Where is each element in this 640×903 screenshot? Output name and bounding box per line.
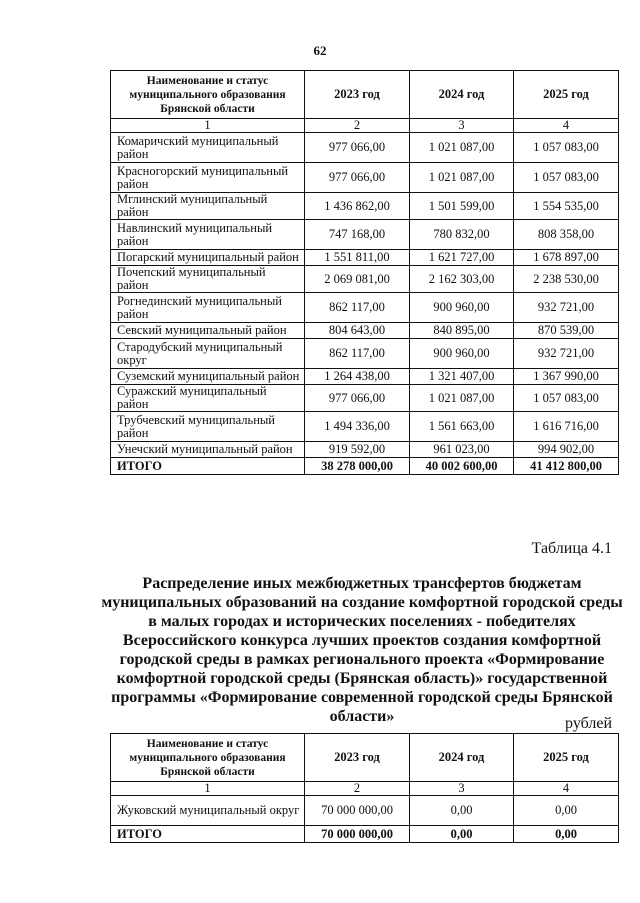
header-2023: 2023 год: [305, 734, 410, 782]
value-2023: 862 117,00: [305, 339, 410, 369]
value-2025: 1 678 897,00: [514, 250, 619, 266]
header-name: Наименование и статус муниципального образования Брянской области: [111, 734, 305, 782]
table-row: [111, 442, 619, 458]
table-header-row: [111, 71, 619, 119]
value-2024: 1 561 663,00: [410, 412, 514, 442]
header-name: Наименование и статус муниципального образования Брянской области: [111, 71, 305, 119]
value-2025: 1 057 083,00: [514, 163, 619, 193]
index-cell: 1: [111, 119, 305, 133]
index-cell: 3: [410, 119, 514, 133]
index-cell: 4: [514, 782, 619, 796]
value-2023: 1 551 811,00: [305, 250, 410, 266]
table-row: [111, 266, 619, 293]
value-2023: 804 643,00: [305, 323, 410, 339]
table-row: [111, 339, 619, 369]
header-2024: 2024 год: [410, 734, 514, 782]
table-header-row: [111, 734, 619, 782]
total-2024: 40 002 600,00: [410, 458, 514, 475]
value-2025: 870 539,00: [514, 323, 619, 339]
value-2023: 862 117,00: [305, 293, 410, 323]
value-2023: 977 066,00: [305, 385, 410, 412]
table-row: [111, 163, 619, 193]
table-row: [111, 133, 619, 163]
municipality-name: Рогнединский муниципальный район: [111, 293, 305, 323]
value-2024: 900 960,00: [410, 339, 514, 369]
total-2023: 70 000 000,00: [305, 826, 410, 843]
municipality-name: Комаричский муниципальный район: [111, 133, 305, 163]
value-2024: 2 162 303,00: [410, 266, 514, 293]
value-2024: 1 021 087,00: [410, 163, 514, 193]
index-cell: 2: [305, 119, 410, 133]
value-2023: 1 436 862,00: [305, 193, 410, 220]
municipality-name: Почепский муниципальный район: [111, 266, 305, 293]
value-2023: 2 069 081,00: [305, 266, 410, 293]
header-2024: 2024 год: [410, 71, 514, 119]
municipality-name: Суражский муниципальный район: [111, 385, 305, 412]
total-label: ИТОГО: [111, 458, 305, 475]
table-row: [111, 193, 619, 220]
value-2023: 1 264 438,00: [305, 369, 410, 385]
table-row: [111, 250, 619, 266]
table-row: [111, 796, 619, 826]
value-2025: 2 238 530,00: [514, 266, 619, 293]
table-row: [111, 412, 619, 442]
value-2024: 1 501 599,00: [410, 193, 514, 220]
total-row: [111, 826, 619, 843]
total-row: [111, 458, 619, 475]
index-cell: 2: [305, 782, 410, 796]
value-2025: 808 358,00: [514, 220, 619, 250]
index-cell: 3: [410, 782, 514, 796]
municipality-name: Погарский муниципальный район: [111, 250, 305, 266]
municipality-name: Севский муниципальный район: [111, 323, 305, 339]
table-row: [111, 323, 619, 339]
value-2024: 780 832,00: [410, 220, 514, 250]
value-2023: 747 168,00: [305, 220, 410, 250]
page-number: 62: [313, 43, 327, 58]
table-row: [111, 220, 619, 250]
value-2024: 1 621 727,00: [410, 250, 514, 266]
municipality-name: Трубчевский муниципальный район: [111, 412, 305, 442]
index-cell: 4: [514, 119, 619, 133]
value-2023: 1 494 336,00: [305, 412, 410, 442]
unit-label: рублей: [565, 715, 612, 732]
value-2024: 1 021 087,00: [410, 385, 514, 412]
table-row: [111, 385, 619, 412]
municipality-name: Унечский муниципальный район: [111, 442, 305, 458]
table-row: [111, 369, 619, 385]
table-caption: Таблица 4.1: [531, 540, 612, 557]
value-2025: 994 902,00: [514, 442, 619, 458]
value-2024: 900 960,00: [410, 293, 514, 323]
header-2025: 2025 год: [514, 71, 619, 119]
column-index-row: [111, 782, 619, 796]
value-2025: 1 057 083,00: [514, 133, 619, 163]
value-2023: 977 066,00: [305, 133, 410, 163]
header-2023: 2023 год: [305, 71, 410, 119]
value-2023: 919 592,00: [305, 442, 410, 458]
index-cell: 1: [111, 782, 305, 796]
value-2025: 1 057 083,00: [514, 385, 619, 412]
total-2023: 38 278 000,00: [305, 458, 410, 475]
value-2024: 840 895,00: [410, 323, 514, 339]
total-label: ИТОГО: [111, 826, 305, 843]
value-2024: 961 023,00: [410, 442, 514, 458]
value-2025: 0,00: [514, 796, 619, 826]
municipality-name: Мглинский муниципальный район: [111, 193, 305, 220]
municipality-name: Красногорский муниципальный район: [111, 163, 305, 193]
municipality-name: Жуковский муниципальный округ: [111, 796, 305, 826]
value-2024: 0,00: [410, 796, 514, 826]
value-2025: 1 554 535,00: [514, 193, 619, 220]
value-2025: 1 367 990,00: [514, 369, 619, 385]
table-row: [111, 293, 619, 323]
municipality-name: Стародубский муниципальный округ: [111, 339, 305, 369]
total-2025: 0,00: [514, 826, 619, 843]
budget-table-2: [110, 733, 619, 843]
budget-table-1: [110, 70, 619, 475]
municipality-name: Суземский муниципальный район: [111, 369, 305, 385]
header-2025: 2025 год: [514, 734, 619, 782]
value-2023: 977 066,00: [305, 163, 410, 193]
column-index-row: [111, 119, 619, 133]
section-title: Распределение иных межбюджетных трансфертов бюджетам муниципальных образований на создание комфортной городской среды в малых городах и исторических поселениях - победителях Всероссийского конкурса лучших проектов создания комфортной городской среды в рамках регионального проекта «Формирование комфортной городской среды (Брянская область)» государственной программы «Формирование современной городской среды Брянской области»: [101, 575, 623, 725]
total-2024: 0,00: [410, 826, 514, 843]
total-2025: 41 412 800,00: [514, 458, 619, 475]
value-2023: 70 000 000,00: [305, 796, 410, 826]
value-2025: 932 721,00: [514, 339, 619, 369]
value-2024: 1 021 087,00: [410, 133, 514, 163]
municipality-name: Навлинский муниципальный район: [111, 220, 305, 250]
value-2024: 1 321 407,00: [410, 369, 514, 385]
value-2025: 932 721,00: [514, 293, 619, 323]
value-2025: 1 616 716,00: [514, 412, 619, 442]
